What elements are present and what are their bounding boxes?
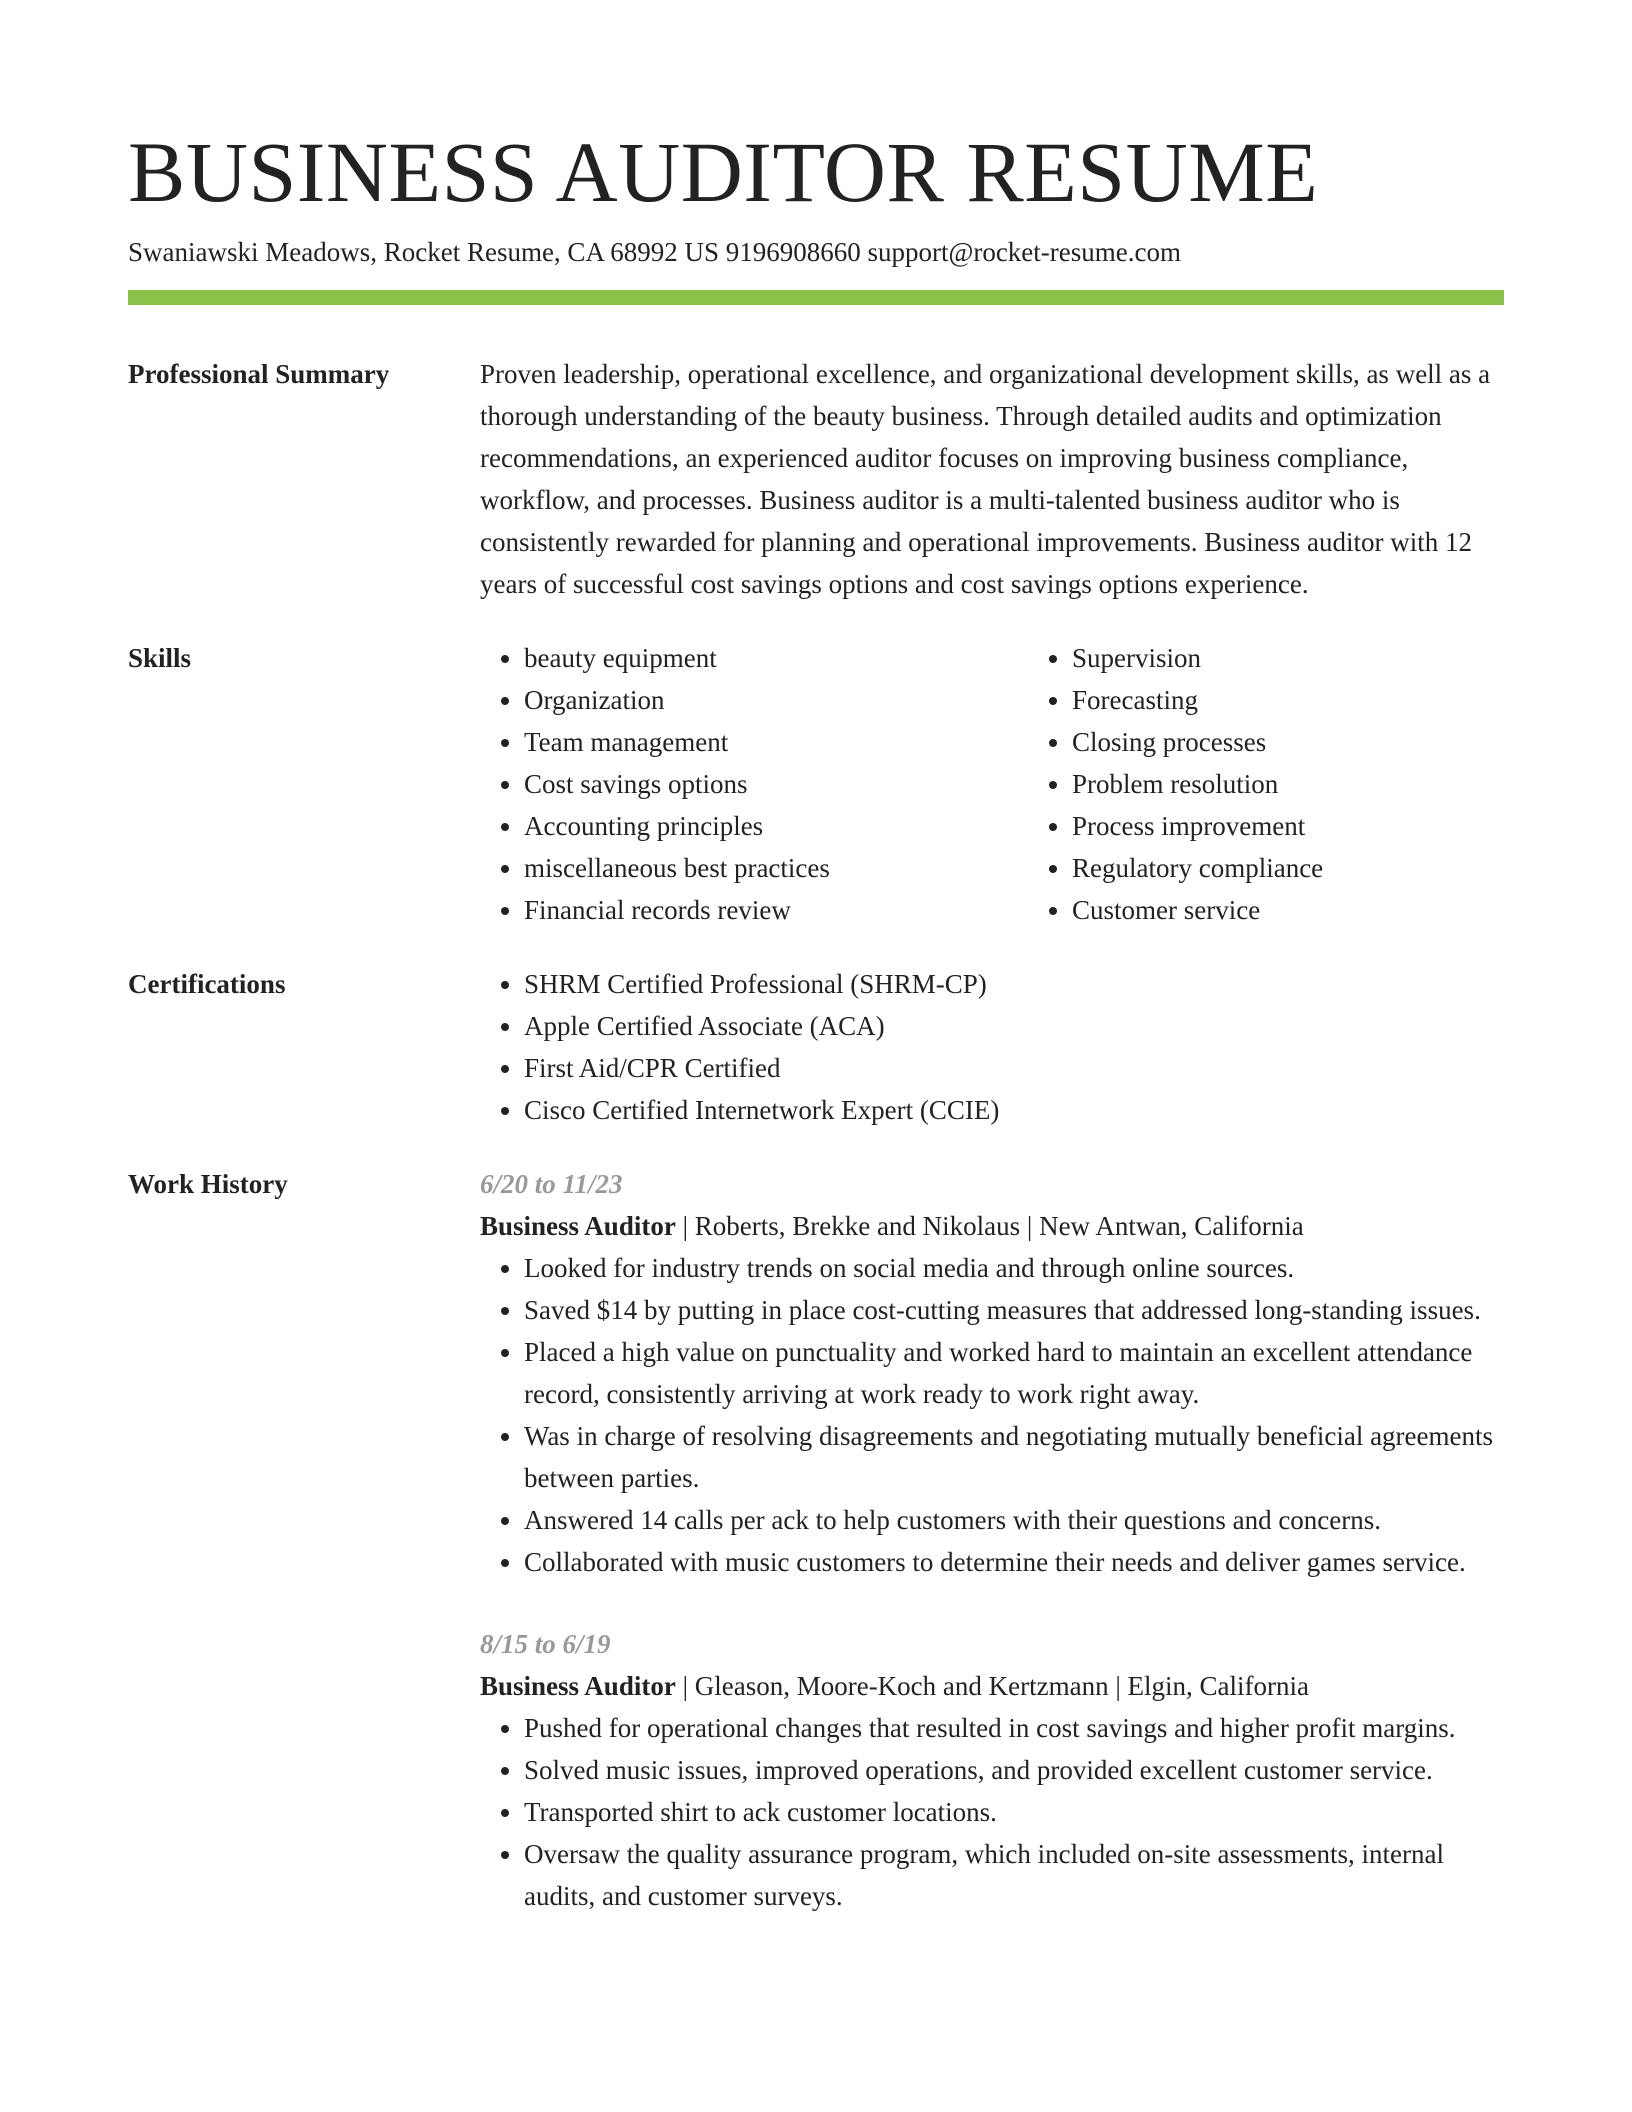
skill-item: • beauty equipment bbox=[524, 637, 1028, 679]
certification-item: • First Aid/CPR Certified bbox=[524, 1047, 1504, 1089]
skill-item: • Supervision bbox=[1072, 637, 1576, 679]
skills-column-left bbox=[480, 637, 1028, 931]
contact-line: Swaniawski Meadows, Rocket Resume, CA 68992 US 9196908660 support@rocket-resume.com bbox=[128, 237, 1181, 267]
skill-item: • Accounting principles bbox=[524, 805, 1028, 847]
work-history-section bbox=[128, 1163, 1504, 1957]
certifications-list bbox=[480, 963, 1504, 1131]
skill-item: • Organization bbox=[524, 679, 1028, 721]
job-duty-item: • Collaborated with music customers to determine their needs and deliver games service. bbox=[524, 1541, 1504, 1583]
skills-section bbox=[128, 637, 1504, 931]
skill-item: • Process improvement bbox=[1072, 805, 1576, 847]
job-duty-item: • Answered 14 calls per ack to help customers with their questions and concerns. bbox=[524, 1499, 1504, 1541]
job-duties-list bbox=[480, 1707, 1504, 1917]
summary-label: Professional Summary bbox=[128, 359, 390, 389]
job-duty-item: • Pushed for operational changes that resulted in cost savings and higher profit margins. bbox=[524, 1707, 1504, 1749]
job-duty-item: • Placed a high value on punctuality and worked hard to maintain an excellent attendance record, consistently arriving at work ready to work right away. bbox=[524, 1331, 1504, 1415]
job-duty-item: • Saved $14 by putting in place cost-cutting measures that addressed long-standing issues. bbox=[524, 1289, 1504, 1331]
job-employer-location: | Roberts, Brekke and Nikolaus | New Antwan, California bbox=[675, 1211, 1304, 1241]
job-duty-item: • Was in charge of resolving disagreements and negotiating mutually beneficial agreements between parties. bbox=[524, 1415, 1504, 1499]
skill-item: • miscellaneous best practices bbox=[524, 847, 1028, 889]
job-dates: 6/20 to 11/23 bbox=[480, 1169, 623, 1199]
summary-section bbox=[128, 353, 1504, 605]
skill-item: • Financial records review bbox=[524, 889, 1028, 931]
summary-text: Proven leadership, operational excellence, and organizational development skills, as well as a thorough understanding of the beauty business. Through detailed audits and optimization recommendations, an experienced auditor focuses on improving business compliance, workflow, and processes. Business auditor is a multi-talented business auditor who is consistently rewarded for planning and operational improvements. Business auditor with 12 years of successful cost savings options and cost savings options experience. bbox=[480, 359, 1491, 599]
work-history-label: Work History bbox=[128, 1169, 288, 1199]
resume-title: BUSINESS AUDITOR RESUME bbox=[128, 124, 1319, 220]
skills-label: Skills bbox=[128, 643, 192, 673]
skills-grid bbox=[480, 637, 1576, 931]
job-heading bbox=[480, 1205, 1504, 1247]
job-entry bbox=[480, 1163, 1504, 1583]
skill-item: • Cost savings options bbox=[524, 763, 1028, 805]
skill-item: • Problem resolution bbox=[1072, 763, 1576, 805]
job-duties-list bbox=[480, 1247, 1504, 1583]
job-heading bbox=[480, 1665, 1504, 1707]
certification-item: • Apple Certified Associate (ACA) bbox=[524, 1005, 1504, 1047]
skill-item: • Customer service bbox=[1072, 889, 1576, 931]
certifications-section bbox=[128, 963, 1504, 1131]
resume-page bbox=[128, 118, 1504, 1957]
certification-item: • Cisco Certified Internetwork Expert (CCIE) bbox=[524, 1089, 1504, 1131]
skill-item: • Team management bbox=[524, 721, 1028, 763]
job-duty-item: • Transported shirt to ack customer locations. bbox=[524, 1791, 1504, 1833]
job-duty-item: • Solved music issues, improved operations, and provided excellent customer service. bbox=[524, 1749, 1504, 1791]
job-title: Business Auditor bbox=[480, 1671, 676, 1701]
accent-divider bbox=[128, 290, 1504, 305]
certification-item: • SHRM Certified Professional (SHRM-CP) bbox=[524, 963, 1504, 1005]
certifications-label: Certifications bbox=[128, 969, 286, 999]
skills-column-right bbox=[1028, 637, 1576, 931]
job-employer-location: | Gleason, Moore-Koch and Kertzmann | Elgin, California bbox=[675, 1671, 1309, 1701]
skill-item: • Closing processes bbox=[1072, 721, 1576, 763]
skill-item: • Regulatory compliance bbox=[1072, 847, 1576, 889]
job-dates: 8/15 to 6/19 bbox=[480, 1629, 611, 1659]
job-entry bbox=[480, 1623, 1504, 1917]
job-duty-item: • Looked for industry trends on social media and through online sources. bbox=[524, 1247, 1504, 1289]
job-duty-item: • Oversaw the quality assurance program, which included on-site assessments, internal audits, and customer surveys. bbox=[524, 1833, 1504, 1917]
skill-item: • Forecasting bbox=[1072, 679, 1576, 721]
job-title: Business Auditor bbox=[480, 1211, 676, 1241]
